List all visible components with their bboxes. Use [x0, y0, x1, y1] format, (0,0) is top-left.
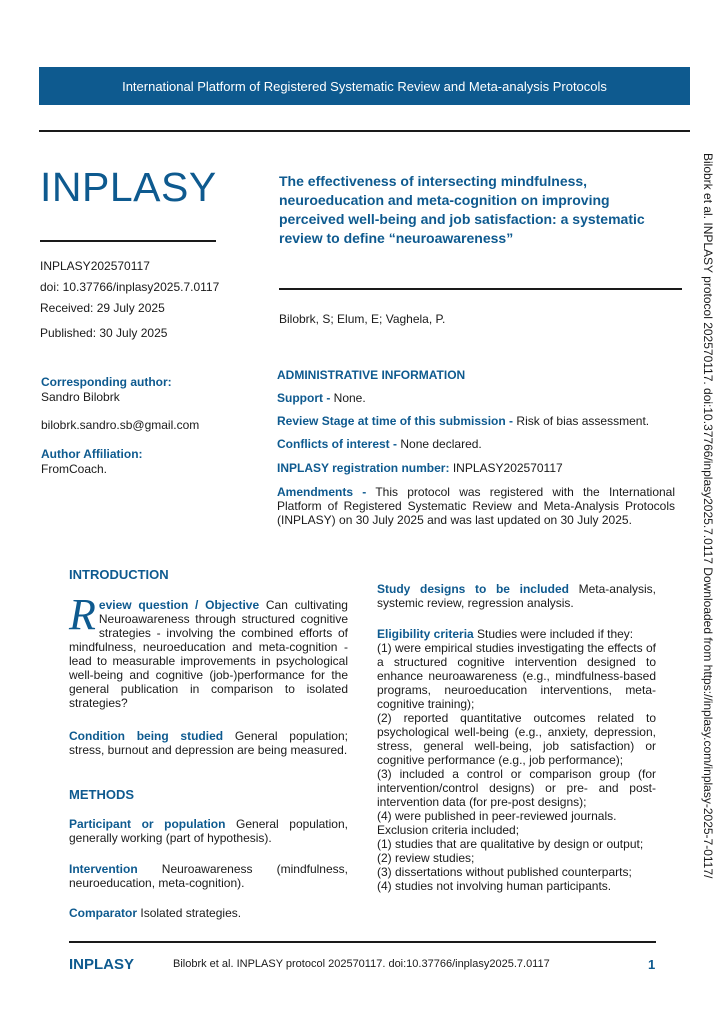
logo-divider	[40, 240, 216, 242]
published-date: Published: 30 July 2025	[40, 326, 168, 340]
registration-number-value: INPLASY202570117	[452, 461, 563, 475]
inclusion-item: (1) were empirical studies investigating the effects of a structured cognitive intervention designed to enhance neuroawareness (e.g., mindfulness-based programs, neuroeducation interventions, meta-cognitive training);	[377, 641, 656, 711]
conflicts-label: Conflicts of interest -	[277, 437, 398, 451]
registration-id: INPLASY202570117	[40, 259, 150, 273]
study-designs-paragraph	[377, 582, 656, 610]
eligibility-intro-line	[377, 627, 656, 641]
introduction-heading: INTRODUCTION	[69, 567, 169, 582]
paper-title: The effectiveness of intersecting mindfulness, neuroeducation and meta-cognition on improving perceived well-being and job satisfaction: a systematic review to define “neuroawareness”	[279, 173, 645, 246]
participant-text: General population, generally working (part of hypothesis).	[69, 817, 348, 845]
authors: Bilobrk, S; Elum, E; Vaghela, P.	[279, 312, 446, 326]
condition-label: Condition being studied	[69, 729, 224, 743]
review-stage-label: Review Stage at time of this submission -	[277, 414, 514, 428]
exclusion-intro: Exclusion criteria included;	[377, 823, 520, 837]
header-banner	[39, 67, 690, 105]
inclusion-item: (4) were published in peer-reviewed journals.	[377, 809, 617, 823]
methods-heading: METHODS	[69, 787, 134, 802]
exclusion-item: (4) studies not involving human participants.	[377, 879, 612, 893]
title-divider	[279, 288, 682, 290]
intervention-label: Intervention	[69, 862, 138, 876]
comparator-text: Isolated strategies.	[140, 906, 242, 920]
footer-divider	[69, 941, 656, 943]
footer-citation: Bilobrk et al. INPLASY protocol 202570117. doi:10.37766/inplasy2025.7.0117	[173, 958, 550, 970]
drop-cap: R	[69, 590, 96, 639]
amendments-value: This protocol was registered with the International Platform of Registered Systematic Review and Meta-Analysis Protocols (INPLASY) on 30 July 2025 and was last updated on 30 July 2025.	[277, 485, 676, 527]
admin-heading: ADMINISTRATIVE INFORMATION	[277, 368, 466, 382]
comparator-label: Comparator	[69, 906, 138, 920]
author-affiliation	[41, 447, 143, 477]
exclusion-item: (2) review studies;	[377, 851, 475, 865]
review-question-paragraph	[69, 590, 348, 710]
corresponding-author-name: Sandro Bilobrk	[41, 390, 120, 404]
support-value: None.	[333, 391, 366, 405]
received-date: Received: 29 July 2025	[40, 301, 165, 315]
sidebar-citation: Bilobrk et al. INPLASY protocol 202570117. doi:10.37766/inplasy2025.7.0117 Downloaded from https://inplasy.com/inplasy-2025-7-0117/	[701, 153, 715, 879]
participant-label: Participant or population	[69, 817, 226, 831]
conflicts-line	[277, 437, 675, 451]
page-number: 1	[648, 957, 656, 972]
support-label: Support -	[277, 391, 331, 405]
review-stage-line	[277, 414, 675, 428]
amendments-paragraph	[277, 485, 675, 527]
exclusion-item: (3) dissertations without published counterparts;	[377, 865, 632, 879]
doi: doi: 10.37766/inplasy2025.7.0117	[40, 280, 220, 294]
participant-paragraph	[69, 817, 348, 845]
eligibility-label: Eligibility criteria	[377, 627, 474, 641]
condition-paragraph	[69, 729, 348, 757]
study-designs-label: Study designs to be included	[377, 582, 569, 596]
intervention-paragraph	[69, 862, 348, 890]
registration-number-line	[277, 461, 675, 475]
corresponding-email: bilobrk.sandro.sb@gmail.com	[41, 418, 200, 432]
review-stage-value: Risk of bias assessment.	[516, 414, 650, 428]
support-line	[277, 391, 675, 405]
inclusion-item: (2) reported quantitative outcomes related to psychological well-being (e.g., anxiety, depression, stress, general well-being, job satisfaction) or cognitive performance (e.g., job performance);	[377, 711, 656, 767]
amendments-label: Amendments -	[277, 485, 367, 499]
registration-number-label: INPLASY registration number:	[277, 461, 450, 475]
review-question-label: eview question / Objective	[98, 598, 260, 612]
corresponding-author	[41, 375, 172, 405]
study-designs-text: Meta-analysis, systemic review, regression analysis.	[377, 582, 656, 610]
top-divider	[39, 130, 690, 132]
footer-logo: INPLASY	[69, 956, 135, 973]
conflicts-value: None declared.	[400, 437, 482, 451]
comparator-paragraph	[69, 906, 348, 920]
inclusion-item: (3) included a control or comparison group (for intervention/control designs) or pre- and post-intervention data (for pre-post designs);	[377, 767, 656, 809]
eligibility-criteria	[377, 627, 656, 893]
banner-title: International Platform of Registered Systematic Review and Meta-analysis Protocols	[122, 78, 607, 94]
condition-text: General population; stress, burnout and depression are being measured.	[69, 729, 348, 757]
review-question-text: Can cultivating Neuroawareness through structured cognitive strategies - involving the combined efforts of mindfulness, neuroeducation and meta-cognition - lead to measurable improvements in psychological well-being and cognitive (job-)performance for the general publication in comparison to isolated strategies?	[69, 598, 348, 710]
inplasy-logo: INPLASY	[40, 164, 217, 210]
intervention-text: Neuroawareness (mindfulness, neuroeducation, meta-cognition).	[69, 862, 348, 890]
eligibility-intro: Studies were included if they:	[477, 627, 634, 641]
affiliation-value: FromCoach.	[41, 462, 108, 476]
corresponding-author-label: Corresponding author:	[41, 375, 172, 389]
exclusion-item: (1) studies that are qualitative by design or output;	[377, 837, 644, 851]
affiliation-label: Author Affiliation:	[41, 447, 143, 461]
